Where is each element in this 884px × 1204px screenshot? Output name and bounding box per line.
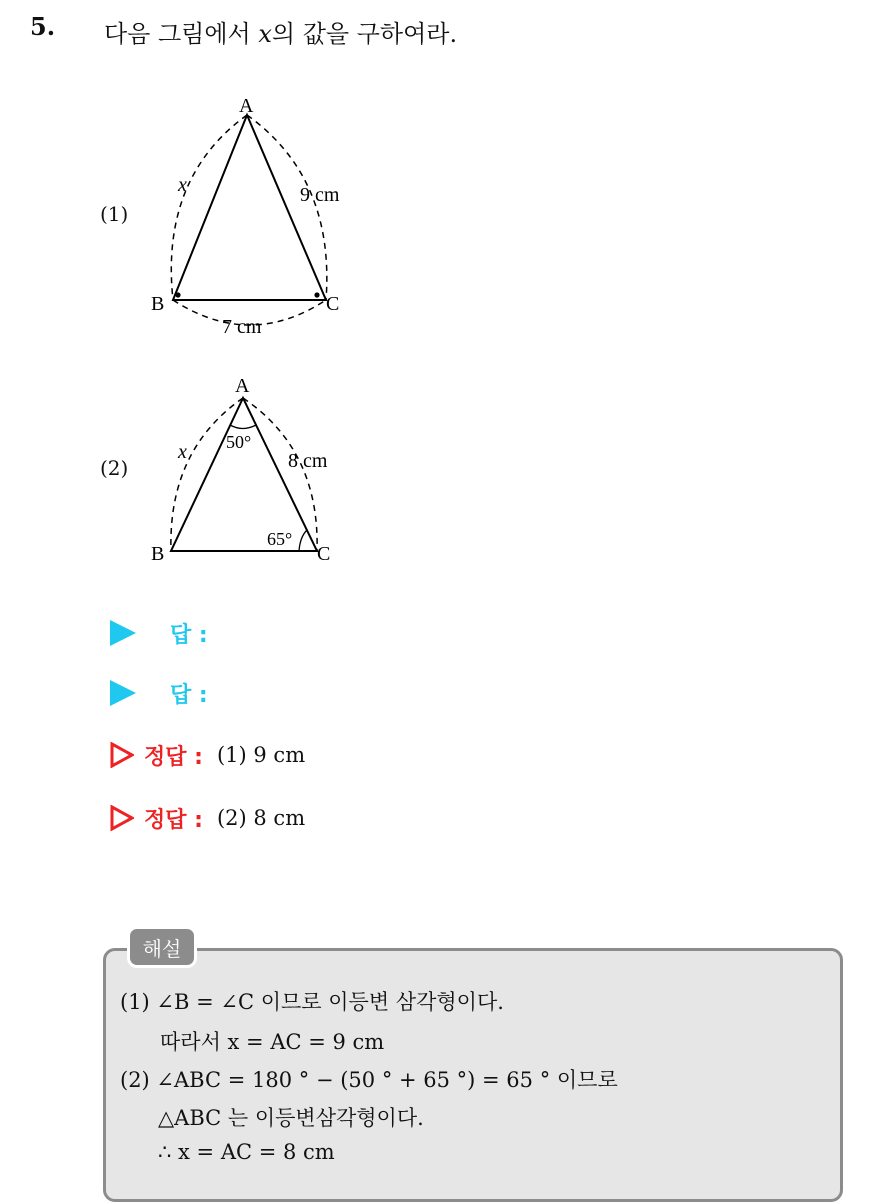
figure1-vertex-c: C bbox=[326, 293, 340, 315]
figure2-label: (2) bbox=[100, 456, 129, 480]
figure2-angle-c: 65° bbox=[267, 529, 293, 549]
figure1-side-bc: 7 cm bbox=[222, 316, 262, 338]
figure2-side-ac: 8 cm bbox=[288, 450, 328, 472]
question-number: 5. bbox=[30, 12, 56, 41]
figure1-angle-b-mark bbox=[175, 292, 180, 297]
figure2-triangle-shape bbox=[171, 398, 317, 551]
figure1-triangle bbox=[140, 88, 370, 348]
answer-blank-label: 답 : bbox=[170, 622, 208, 648]
correct-answer-label: 정답 : bbox=[144, 807, 203, 833]
solution-tag: 해설 bbox=[127, 926, 197, 968]
figure2-triangle bbox=[140, 370, 370, 570]
answer-blank-row-2 bbox=[110, 673, 208, 713]
figure2-angle-a: 50° bbox=[226, 432, 252, 452]
solution-line-5: ∴ x = AC = 8 cm bbox=[158, 1140, 335, 1164]
figure1-side-x: x bbox=[178, 174, 187, 196]
play-triangle-icon bbox=[110, 620, 136, 646]
correct-answer-value: (1) 9 cm bbox=[216, 743, 306, 767]
answer-blank-row-1 bbox=[110, 613, 208, 653]
figure2-angle-c-arc bbox=[299, 530, 307, 551]
question-variable: x bbox=[258, 20, 272, 48]
outline-triangle-icon bbox=[110, 805, 134, 831]
figure2-vertex-b: B bbox=[151, 543, 165, 565]
figure2-angle-a-arc bbox=[230, 425, 256, 429]
question-text-before: 다음 그림에서 bbox=[104, 20, 259, 48]
figure2-vertex-a: A bbox=[235, 375, 250, 397]
solution-line-2: 따라서 x = AC = 9 cm bbox=[160, 1030, 385, 1054]
correct-answer-row-2 bbox=[110, 798, 305, 838]
figure1-vertex-a: A bbox=[239, 95, 254, 117]
figure1-vertex-b: B bbox=[151, 293, 165, 315]
solution-line-1: (1) ∠B = ∠C 이므로 이등변 삼각형이다. bbox=[120, 990, 504, 1014]
correct-answer-value: (2) 8 cm bbox=[216, 806, 306, 830]
solution-line-4: △ABC 는 이등변삼각형이다. bbox=[158, 1106, 424, 1130]
question-text-after: 의 값을 구하여라. bbox=[271, 20, 458, 48]
figure2-side-x: x bbox=[178, 441, 187, 463]
outline-triangle-icon bbox=[110, 742, 134, 768]
play-triangle-icon bbox=[110, 680, 136, 706]
answer-blank-label: 답 : bbox=[170, 682, 208, 708]
figure1-triangle-shape bbox=[173, 115, 326, 300]
figure2-vertex-c: C bbox=[317, 543, 331, 565]
correct-answer-row-1 bbox=[110, 735, 305, 775]
figure1-side-ac: 9 cm bbox=[300, 184, 340, 206]
question-text bbox=[104, 14, 457, 49]
solution-line-3: (2) ∠ABC = 180 ° − (50 ° + 65 °) = 65 ° 이므로 bbox=[120, 1068, 618, 1092]
figure1-label: (1) bbox=[100, 202, 129, 226]
figure1-angle-c-mark bbox=[314, 292, 319, 297]
correct-answer-label: 정답 : bbox=[144, 744, 203, 770]
